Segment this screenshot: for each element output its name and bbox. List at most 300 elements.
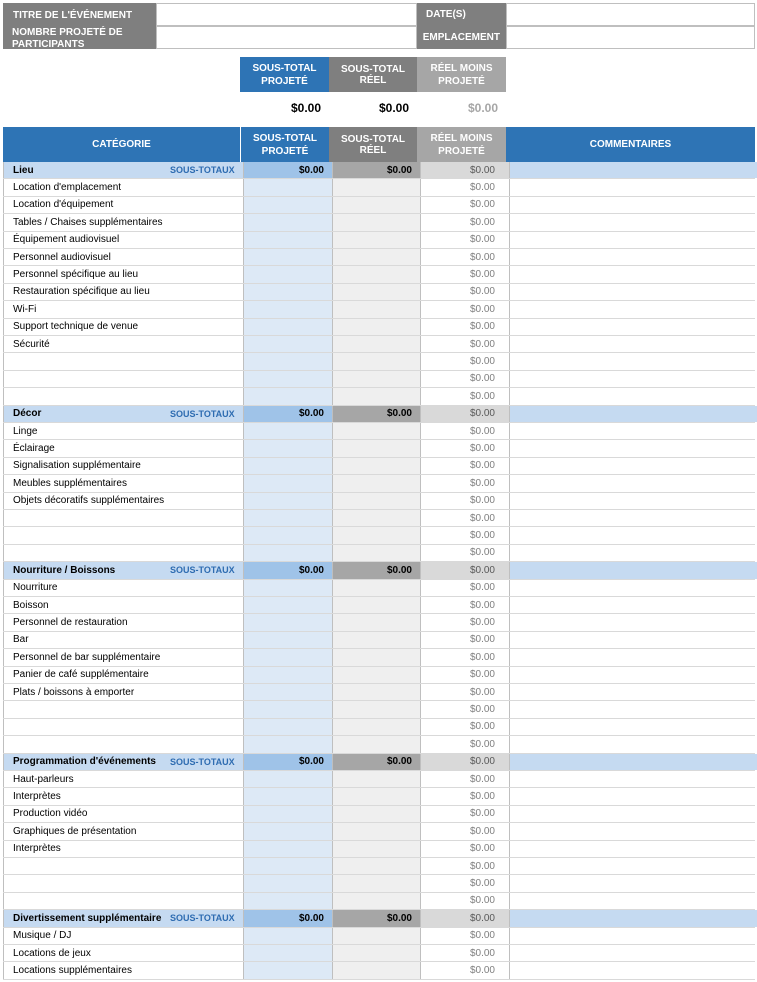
summary-actual-header-text: SOUS-TOTAL RÉEL (340, 63, 406, 86)
item-comments-cell[interactable] (509, 614, 757, 630)
item-diff-cell: $0.00 (420, 440, 509, 456)
table-row (3, 701, 755, 718)
item-category-cell[interactable] (3, 319, 243, 335)
item-projected-cell[interactable] (243, 475, 332, 491)
item-comments-cell[interactable] (509, 667, 757, 683)
item-actual-cell[interactable] (332, 893, 420, 909)
item-comments-cell[interactable] (509, 475, 757, 491)
item-comments-cell[interactable] (509, 875, 757, 891)
item-comments-cell[interactable] (509, 510, 757, 526)
item-comments-cell[interactable] (509, 962, 757, 978)
item-label: Locations supplémentaires (13, 965, 132, 977)
item-label: Location d'équipement (13, 199, 114, 211)
item-diff-cell: $0.00 (420, 232, 509, 248)
item-diff-cell: $0.00 (420, 945, 509, 961)
item-diff-cell: $0.00 (420, 614, 509, 630)
item-actual-cell[interactable] (332, 701, 420, 717)
section-comments-cell[interactable] (509, 406, 757, 422)
section-name: Décor (13, 408, 42, 420)
item-projected-cell[interactable] (243, 510, 332, 526)
section-category-cell (3, 406, 243, 422)
item-actual-cell[interactable] (332, 667, 420, 683)
table-row (3, 736, 755, 753)
item-category-cell[interactable] (3, 788, 243, 804)
item-projected-cell[interactable] (243, 353, 332, 369)
item-category-cell[interactable] (3, 580, 243, 596)
item-actual-cell[interactable] (332, 197, 420, 213)
item-diff-cell: $0.00 (420, 493, 509, 509)
item-actual-cell[interactable] (332, 545, 420, 561)
item-comments-cell[interactable] (509, 632, 757, 648)
item-actual-cell[interactable] (332, 440, 420, 456)
item-comments-cell[interactable] (509, 284, 757, 300)
item-comments-cell[interactable] (509, 928, 757, 944)
table-row (3, 353, 755, 370)
item-category-cell[interactable] (3, 701, 243, 717)
item-actual-cell[interactable] (332, 806, 420, 822)
item-comments-cell[interactable] (509, 684, 757, 700)
item-actual-cell[interactable] (332, 336, 420, 352)
item-category-cell[interactable] (3, 928, 243, 944)
section-projected-subtotal: $0.00 (243, 406, 332, 422)
item-category-cell[interactable] (3, 284, 243, 300)
table-row (3, 336, 755, 353)
column-header-actual-text: SOUS-TOTAL RÉEL (340, 133, 406, 156)
section-header-row (3, 754, 755, 771)
item-comments-cell[interactable] (509, 527, 757, 543)
item-diff-cell: $0.00 (420, 719, 509, 735)
table-row (3, 266, 755, 283)
item-projected-cell[interactable] (243, 319, 332, 335)
item-category-cell[interactable] (3, 353, 243, 369)
item-projected-cell[interactable] (243, 684, 332, 700)
item-category-cell[interactable] (3, 667, 243, 683)
item-label: Équipement audiovisuel (13, 234, 120, 246)
item-category-cell[interactable] (3, 249, 243, 265)
item-actual-cell[interactable] (332, 928, 420, 944)
item-label: Wi-Fi (13, 303, 37, 315)
table-row (3, 458, 755, 475)
summary-projected-header-text: SOUS-TOTAL PROJETÉ (252, 62, 317, 87)
item-diff-cell: $0.00 (420, 684, 509, 700)
item-diff-cell: $0.00 (420, 928, 509, 944)
item-projected-cell[interactable] (243, 580, 332, 596)
subtotals-label: SOUS-TOTAUX (170, 165, 235, 176)
item-diff-cell: $0.00 (420, 336, 509, 352)
item-projected-cell[interactable] (243, 597, 332, 613)
item-category-cell[interactable] (3, 214, 243, 230)
item-label: Production vidéo (13, 808, 88, 820)
item-category-cell[interactable] (3, 527, 243, 543)
item-actual-cell[interactable] (332, 719, 420, 735)
item-projected-cell[interactable] (243, 179, 332, 195)
item-actual-cell[interactable] (332, 771, 420, 787)
item-diff-cell: $0.00 (420, 214, 509, 230)
subtotals-label: SOUS-TOTAUX (170, 756, 235, 767)
section-category-cell (3, 162, 243, 178)
table-row (3, 388, 755, 405)
item-comments-cell[interactable] (509, 823, 757, 839)
item-category-cell[interactable] (3, 197, 243, 213)
item-actual-cell[interactable] (332, 249, 420, 265)
table-row (3, 319, 755, 336)
item-diff-cell: $0.00 (420, 388, 509, 404)
table-row (3, 249, 755, 266)
location-input[interactable] (506, 26, 755, 49)
table-row (3, 893, 755, 910)
table-row (3, 423, 755, 440)
item-diff-cell: $0.00 (420, 649, 509, 665)
item-label: Personnel audiovisuel (13, 251, 111, 263)
section-comments-cell[interactable] (509, 754, 757, 770)
item-comments-cell[interactable] (509, 214, 757, 230)
item-label: Musique / DJ (13, 930, 72, 942)
item-projected-cell[interactable] (243, 284, 332, 300)
table-row (3, 493, 755, 510)
item-comments-cell[interactable] (509, 788, 757, 804)
table-row (3, 788, 755, 805)
item-category-cell[interactable] (3, 597, 243, 613)
table-row (3, 597, 755, 614)
item-comments-cell[interactable] (509, 841, 757, 857)
item-comments-cell[interactable] (509, 319, 757, 335)
item-actual-cell[interactable] (332, 823, 420, 839)
item-label: Objets décoratifs supplémentaires (13, 495, 165, 507)
item-comments-cell[interactable] (509, 353, 757, 369)
item-category-cell[interactable] (3, 458, 243, 474)
item-category-cell[interactable] (3, 510, 243, 526)
table-row (3, 841, 755, 858)
item-category-cell[interactable] (3, 440, 243, 456)
item-projected-cell[interactable] (243, 614, 332, 630)
attendees-label (3, 26, 156, 49)
item-comments-cell[interactable] (509, 580, 757, 596)
item-diff-cell: $0.00 (420, 701, 509, 717)
item-projected-cell[interactable] (243, 249, 332, 265)
summary-diff-header (417, 57, 506, 92)
section-actual-subtotal: $0.00 (332, 562, 420, 578)
item-projected-cell[interactable] (243, 440, 332, 456)
item-actual-cell[interactable] (332, 527, 420, 543)
item-actual-cell[interactable] (332, 232, 420, 248)
item-projected-cell[interactable] (243, 841, 332, 857)
item-comments-cell[interactable] (509, 719, 757, 735)
item-projected-cell[interactable] (243, 962, 332, 978)
item-projected-cell[interactable] (243, 928, 332, 944)
item-category-cell[interactable] (3, 806, 243, 822)
item-category-cell[interactable] (3, 371, 243, 387)
item-comments-cell[interactable] (509, 893, 757, 909)
item-actual-cell[interactable] (332, 458, 420, 474)
item-diff-cell: $0.00 (420, 823, 509, 839)
item-label: Panier de café supplémentaire (13, 669, 149, 681)
item-actual-cell[interactable] (332, 875, 420, 891)
section-header-row (3, 910, 755, 927)
item-comments-cell[interactable] (509, 649, 757, 665)
attendees-input[interactable] (156, 26, 417, 49)
item-category-cell[interactable] (3, 771, 243, 787)
item-category-cell[interactable] (3, 893, 243, 909)
item-actual-cell[interactable] (332, 319, 420, 335)
item-comments-cell[interactable] (509, 493, 757, 509)
section-projected-subtotal: $0.00 (243, 754, 332, 770)
item-label: Tables / Chaises supplémentaires (13, 216, 163, 228)
item-actual-cell[interactable] (332, 493, 420, 509)
item-actual-cell[interactable] (332, 614, 420, 630)
summary-projected-header (240, 57, 329, 92)
column-header-comments-text: COMMENTAIRES (589, 139, 672, 150)
section-name: Divertissement supplémentaire (13, 912, 162, 924)
item-diff-cell: $0.00 (420, 580, 509, 596)
table-row (3, 771, 755, 788)
item-projected-cell[interactable] (243, 197, 332, 213)
item-comments-cell[interactable] (509, 266, 757, 282)
item-category-cell[interactable] (3, 179, 243, 195)
item-category-cell[interactable] (3, 858, 243, 874)
item-comments-cell[interactable] (509, 440, 757, 456)
section-name: Programmation d'événements (13, 756, 156, 768)
item-projected-cell[interactable] (243, 336, 332, 352)
item-actual-cell[interactable] (332, 736, 420, 752)
item-diff-cell: $0.00 (420, 545, 509, 561)
item-diff-cell: $0.00 (420, 197, 509, 213)
section-category-cell (3, 754, 243, 770)
item-diff-cell: $0.00 (420, 962, 509, 978)
table-row (3, 197, 755, 214)
item-diff-cell: $0.00 (420, 667, 509, 683)
item-projected-cell[interactable] (243, 214, 332, 230)
table-row (3, 667, 755, 684)
item-actual-cell[interactable] (332, 353, 420, 369)
item-label: Personnel spécifique au lieu (13, 269, 139, 281)
item-projected-cell[interactable] (243, 771, 332, 787)
item-category-cell[interactable] (3, 423, 243, 439)
item-label: Locations de jeux (13, 947, 91, 959)
item-projected-cell[interactable] (243, 893, 332, 909)
item-label: Interprètes (13, 843, 61, 855)
item-label: Sécurité (13, 338, 50, 350)
table-row (3, 301, 755, 318)
item-comments-cell[interactable] (509, 371, 757, 387)
item-diff-cell: $0.00 (420, 179, 509, 195)
section-comments-cell[interactable] (509, 162, 757, 178)
item-projected-cell[interactable] (243, 301, 332, 317)
item-comments-cell[interactable] (509, 736, 757, 752)
item-category-cell[interactable] (3, 719, 243, 735)
item-actual-cell[interactable] (332, 475, 420, 491)
table-row (3, 945, 755, 962)
item-actual-cell[interactable] (332, 945, 420, 961)
item-comments-cell[interactable] (509, 179, 757, 195)
item-comments-cell[interactable] (509, 301, 757, 317)
item-actual-cell[interactable] (332, 301, 420, 317)
item-projected-cell[interactable] (243, 823, 332, 839)
item-actual-cell[interactable] (332, 266, 420, 282)
section-projected-subtotal: $0.00 (243, 910, 332, 926)
item-actual-cell[interactable] (332, 510, 420, 526)
item-comments-cell[interactable] (509, 701, 757, 717)
item-projected-cell[interactable] (243, 788, 332, 804)
item-projected-cell[interactable] (243, 458, 332, 474)
table-row (3, 928, 755, 945)
item-diff-cell: $0.00 (420, 527, 509, 543)
table-row (3, 719, 755, 736)
item-actual-cell[interactable] (332, 597, 420, 613)
item-projected-cell[interactable] (243, 232, 332, 248)
dates-label-text: DATE(S) (426, 9, 466, 20)
item-label: Graphiques de présentation (13, 825, 137, 837)
item-actual-cell[interactable] (332, 388, 420, 404)
item-comments-cell[interactable] (509, 249, 757, 265)
column-header-diff (417, 127, 506, 162)
item-label: Plats / boissons à emporter (13, 686, 135, 698)
column-header-projected-text: SOUS-TOTAL PROJETÉ (252, 132, 318, 157)
item-diff-cell: $0.00 (420, 249, 509, 265)
table-row (3, 614, 755, 631)
item-category-cell[interactable] (3, 875, 243, 891)
item-category-cell[interactable] (3, 388, 243, 404)
item-category-cell[interactable] (3, 475, 243, 491)
item-actual-cell[interactable] (332, 214, 420, 230)
item-projected-cell[interactable] (243, 649, 332, 665)
column-header-actual (329, 127, 417, 162)
item-projected-cell[interactable] (243, 266, 332, 282)
item-projected-cell[interactable] (243, 545, 332, 561)
section-projected-subtotal: $0.00 (243, 162, 332, 178)
item-actual-cell[interactable] (332, 788, 420, 804)
item-diff-cell: $0.00 (420, 301, 509, 317)
item-projected-cell[interactable] (243, 423, 332, 439)
item-projected-cell[interactable] (243, 719, 332, 735)
item-comments-cell[interactable] (509, 806, 757, 822)
item-diff-cell: $0.00 (420, 806, 509, 822)
item-projected-cell[interactable] (243, 875, 332, 891)
item-diff-cell: $0.00 (420, 632, 509, 648)
item-projected-cell[interactable] (243, 388, 332, 404)
item-comments-cell[interactable] (509, 336, 757, 352)
item-label: Interprètes (13, 791, 61, 803)
item-comments-cell[interactable] (509, 945, 757, 961)
section-header-row (3, 162, 755, 179)
dates-label (417, 3, 506, 26)
table-row (3, 806, 755, 823)
section-diff-subtotal: $0.00 (420, 910, 509, 926)
item-actual-cell[interactable] (332, 684, 420, 700)
column-header-category (3, 127, 240, 162)
item-diff-cell: $0.00 (420, 858, 509, 874)
item-category-cell[interactable] (3, 493, 243, 509)
item-projected-cell[interactable] (243, 632, 332, 648)
item-category-cell[interactable] (3, 266, 243, 282)
item-diff-cell: $0.00 (420, 510, 509, 526)
item-diff-cell: $0.00 (420, 841, 509, 857)
item-projected-cell[interactable] (243, 527, 332, 543)
item-category-cell[interactable] (3, 614, 243, 630)
item-comments-cell[interactable] (509, 232, 757, 248)
section-actual-subtotal: $0.00 (332, 754, 420, 770)
item-category-cell[interactable] (3, 336, 243, 352)
table-row (3, 371, 755, 388)
item-projected-cell[interactable] (243, 667, 332, 683)
summary-projected-value: $0.00 (290, 101, 321, 115)
item-comments-cell[interactable] (509, 458, 757, 474)
section-actual-subtotal: $0.00 (332, 162, 420, 178)
item-projected-cell[interactable] (243, 806, 332, 822)
item-actual-cell[interactable] (332, 858, 420, 874)
item-comments-cell[interactable] (509, 423, 757, 439)
item-projected-cell[interactable] (243, 493, 332, 509)
item-category-cell[interactable] (3, 962, 243, 978)
location-label (417, 26, 506, 49)
item-projected-cell[interactable] (243, 701, 332, 717)
item-category-cell[interactable] (3, 232, 243, 248)
item-category-cell[interactable] (3, 823, 243, 839)
section-category-cell (3, 562, 243, 578)
item-actual-cell[interactable] (332, 284, 420, 300)
item-label: Éclairage (13, 443, 55, 455)
item-category-cell[interactable] (3, 841, 243, 857)
event-title-label-text: TITRE DE L'ÉVÉNEMENT (13, 10, 133, 21)
item-diff-cell: $0.00 (420, 475, 509, 491)
item-label: Boisson (13, 599, 49, 611)
item-actual-cell[interactable] (332, 371, 420, 387)
item-diff-cell: $0.00 (420, 893, 509, 909)
subtotals-label: SOUS-TOTAUX (170, 408, 235, 419)
item-actual-cell[interactable] (332, 841, 420, 857)
item-projected-cell[interactable] (243, 736, 332, 752)
item-comments-cell[interactable] (509, 197, 757, 213)
table-row (3, 179, 755, 196)
item-comments-cell[interactable] (509, 771, 757, 787)
item-actual-cell[interactable] (332, 580, 420, 596)
section-comments-cell[interactable] (509, 910, 757, 926)
item-actual-cell[interactable] (332, 649, 420, 665)
table-row (3, 510, 755, 527)
item-category-cell[interactable] (3, 736, 243, 752)
item-diff-cell: $0.00 (420, 771, 509, 787)
item-category-cell[interactable] (3, 945, 243, 961)
item-category-cell[interactable] (3, 301, 243, 317)
item-comments-cell[interactable] (509, 858, 757, 874)
column-header-diff-text: RÉEL MOINS PROJETÉ (430, 132, 493, 157)
item-actual-cell[interactable] (332, 423, 420, 439)
table-row (3, 858, 755, 875)
item-actual-cell[interactable] (332, 179, 420, 195)
item-projected-cell[interactable] (243, 371, 332, 387)
item-label: Support technique de venue (13, 321, 139, 333)
item-projected-cell[interactable] (243, 858, 332, 874)
item-comments-cell[interactable] (509, 545, 757, 561)
item-actual-cell[interactable] (332, 632, 420, 648)
table-row (3, 684, 755, 701)
item-category-cell[interactable] (3, 649, 243, 665)
item-label: Personnel de bar supplémentaire (13, 651, 161, 663)
subtotals-label: SOUS-TOTAUX (170, 565, 235, 576)
item-category-cell[interactable] (3, 632, 243, 648)
dates-input[interactable] (506, 3, 755, 26)
section-name: Lieu (13, 164, 34, 176)
item-category-cell[interactable] (3, 684, 243, 700)
item-category-cell[interactable] (3, 545, 243, 561)
event-title-input[interactable] (156, 3, 417, 26)
item-projected-cell[interactable] (243, 945, 332, 961)
section-comments-cell[interactable] (509, 562, 757, 578)
item-diff-cell: $0.00 (420, 284, 509, 300)
item-comments-cell[interactable] (509, 388, 757, 404)
item-actual-cell[interactable] (332, 962, 420, 978)
item-comments-cell[interactable] (509, 597, 757, 613)
section-category-cell (3, 910, 243, 926)
